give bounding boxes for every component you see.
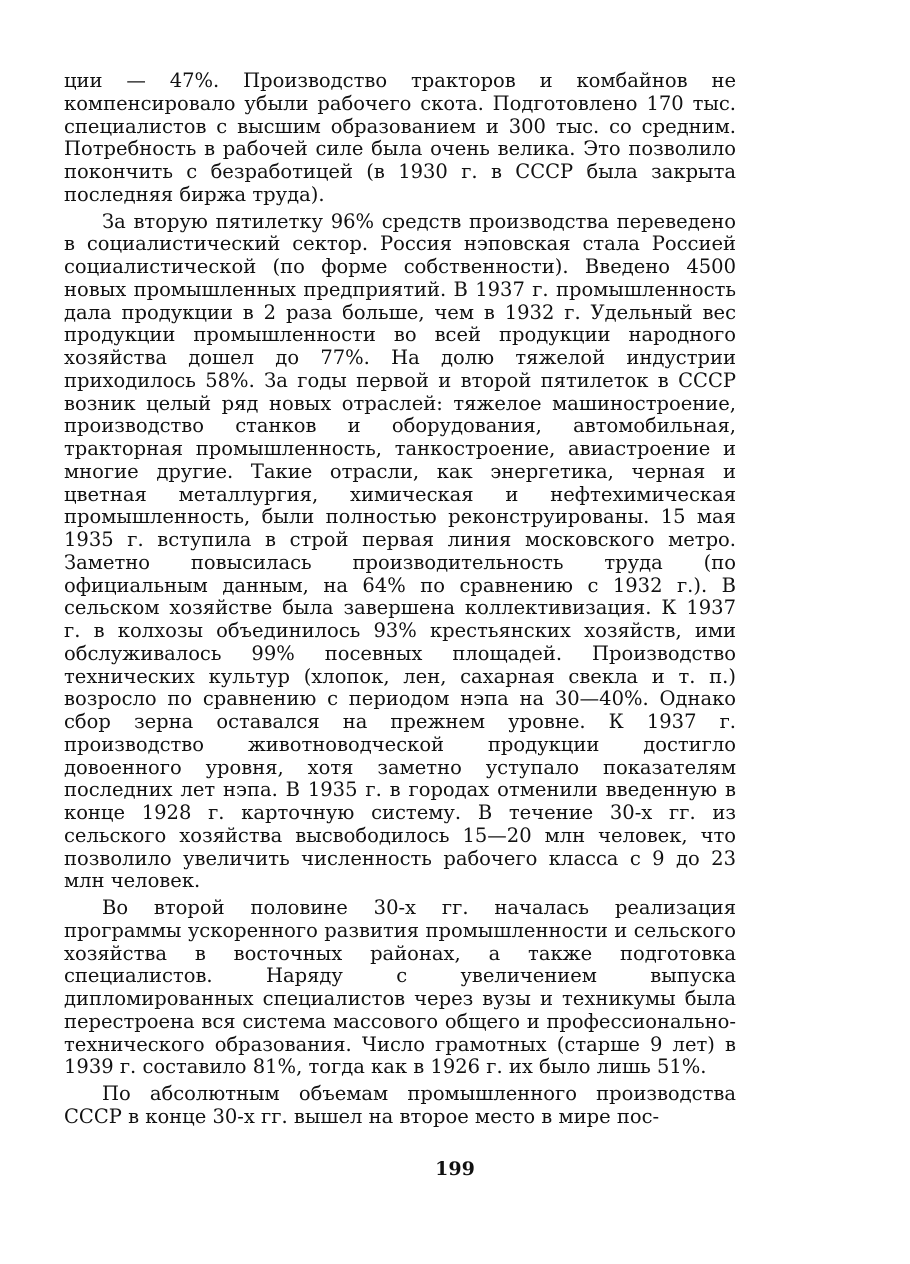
paragraph-second-five-year-plan: За вторую пятилетку 96% средств производства переведено в социалистический сектор. Россия нэповская стала Россией социалистической (по форме собственности). Введено 4500 новых промышленных предприятий. В 1937 г. промышленность дала продукции в 2 раза больше, чем в 1932 г. Удельный вес продукции промышленности во всей продукции народного хозяйства дошел до 77%. На долю тяжелой индустрии приходилось 58%. За годы первой и второй пятилеток в СССР возник целый ряд новых отраслей: тяжелое машиностроение, производство станков и оборудования, автомобильная, тракторная промышленность, танкостроение, авиастроение и многие другие. Такие отрасли, как энергетика, черная и цветная металлургия, химическая и нефтехимическая промышленность, были полностью реконструированы. 15 мая 1935 г. вступила в строй первая линия московского метро. Заметно повысилась производительность труда (по официальным данным, на 64% по сравнению с 1932 г.). В сельском хозяйстве была завершена коллективизация. К 1937 г. в колхозы объединилось 93% крестьянских хозяйств, ими обслуживалось 99% посевных площадей. Производство технических культур (хлопок, лен, сахарная свекла и т. п.) возросло по сравнению с периодом нэпа на 30—40%. Однако сбор зерна оставался на прежнем уровне. К 1937 г. производство животноводческой продукции достигло довоенного уровня, хотя заметно уступало показателям последних лет нэпа. В 1935 г. в городах отменили введенную в конце 1928 г. карточную систему. В течение 30-х гг. из сельского хозяйства высвободилось 15—20 млн человек, что позволило увеличить численность рабочего класса с 9 до 23 млн человек. xyxy=(64,209,736,893)
paragraph-eastern-development: Во второй половине 30-х гг. началась реализация программы ускоренного развития промышленности и сельского хозяйства в восточных районах, а также подготовка специалистов. Наряду с увеличением выпуска дипломированных специалистов через вузы и техникумы была перестроена вся система массового общего и профессионально-технического образования. Число грамотных (старше 9 лет) в 1939 г. составило 81%, тогда как в 1926 г. их было лишь 51%. xyxy=(64,896,736,1079)
body-text xyxy=(64,70,736,1129)
page-number: 199 xyxy=(435,1158,475,1180)
paragraph-industrial-output: По абсолютным объемам промышленного производства СССР в конце 30-х гг. вышел на второе место в мире пос- xyxy=(64,1082,736,1128)
paragraph-continuation: ции — 47%. Производство тракторов и комбайнов не компенсировало убыли рабочего скота. Подготовлено 170 тыс. специалистов с высшим образованием и 300 тыс. со средним. Потребность в рабочей силе была очень велика. Это позволило покончить с безработицей (в 1930 г. в СССР была закрыта последняя биржа труда). xyxy=(64,69,736,206)
